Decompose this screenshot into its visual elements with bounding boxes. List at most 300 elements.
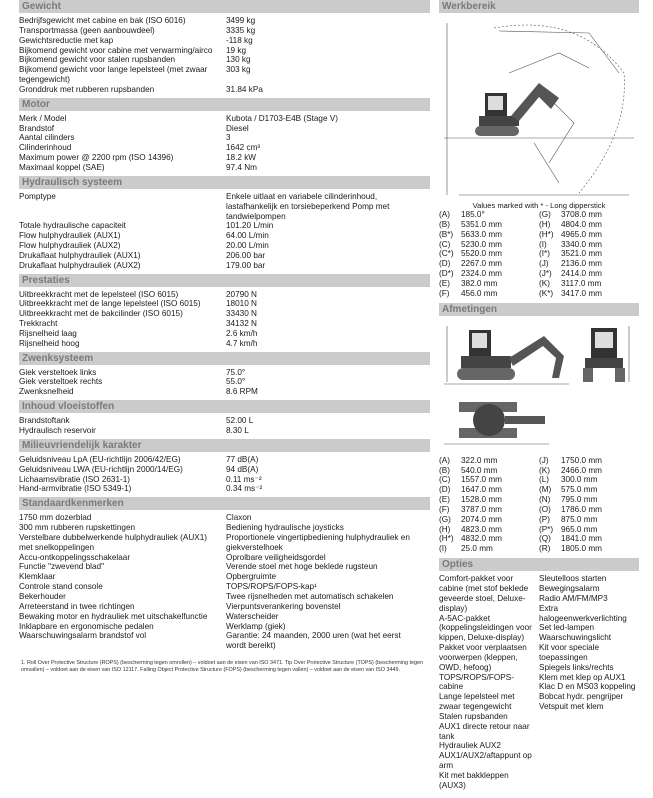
standaard-row [19, 602, 430, 612]
motor-row [19, 124, 430, 134]
motor-value: 3 [226, 133, 231, 143]
dimension-row [539, 544, 639, 554]
option-item: Radio AM/FM/MP3 [539, 593, 608, 603]
gewicht-value: -118 kg [226, 35, 253, 45]
dimension-value: 25.0 mm [461, 544, 493, 554]
upper-structure [461, 356, 511, 368]
prestaties-row [19, 290, 430, 300]
milieu-label: Geluidsniveau LpA (EU-richtlijn 2006/42/EG) [19, 454, 181, 464]
hydraulisch-label: Totale hydraulische capaciteit [19, 221, 126, 231]
standaard-value: Oprolbare veiligheidsgordel [226, 552, 326, 562]
top-upper [473, 404, 505, 436]
option-item: Kit met bakkleppen (AUX3) [439, 771, 509, 790]
afmetingen-table [439, 456, 639, 554]
dimension-label: (L) [539, 475, 550, 485]
boom-arm [511, 83, 559, 121]
dimension-row [539, 220, 639, 230]
prestaties-row [19, 299, 430, 309]
option-item: Bobcat hydr. pengrijper [539, 692, 624, 702]
spec-sections [19, 0, 430, 654]
dimension-value: 1557.0 mm [461, 475, 502, 485]
hydraulisch-label: Drukaflaat hulphydrauliek (AUX1) [19, 250, 141, 260]
standaard-label: Klemklaar [19, 572, 56, 582]
prestaties-label: Uitbreekkracht met de lepelsteel (ISO 6015) [19, 289, 179, 299]
dimension-label: (Q) [539, 534, 551, 544]
gewicht-section [19, 0, 430, 98]
milieu-row [19, 475, 430, 485]
option-item: A-5AC-pakket (koppelingsleidingen voor kippen, Deluxe-display) [439, 613, 532, 643]
standaard-row [19, 622, 430, 632]
dimension-value: 1528.0 mm [461, 495, 502, 505]
standaard-value: TOPS/ROPS/FOPS-kap¹ [226, 582, 317, 592]
dimension-value: 5633.0 mm [461, 229, 502, 239]
dimension-row [439, 475, 539, 485]
milieu-label: Lichaamsvibratie (ISO 2631-1) [19, 474, 131, 484]
standaard-label: Waarschuwingsalarm brandstof vol [19, 631, 147, 641]
dimension-row [439, 534, 539, 544]
zwenk-label: Zwenksnelheid [19, 387, 74, 397]
prestaties-value: 2.6 km/h [226, 328, 258, 338]
dimension-row [539, 495, 639, 505]
dimension-label: (P*) [539, 524, 554, 534]
inhoud-label: Brandstoftank [19, 416, 70, 426]
cab-window [488, 96, 503, 110]
gewicht-value: 3335 kg [226, 25, 256, 35]
dimension-label: (C) [439, 239, 451, 249]
option-item: Extra halogeenwerkverlichting [539, 603, 627, 623]
milieu-value: 0.11 ms⁻² [226, 474, 262, 484]
inhoud-row [19, 426, 430, 436]
dimension-label: (F) [439, 288, 450, 298]
motor-value: 18.2 kW [226, 153, 257, 163]
prestaties-value: 34132 N [226, 319, 257, 329]
gewicht-label: Bijkomend gewicht voor lange lepelsteel (met zwaar tegengewicht) [19, 65, 208, 85]
dimension-value: 575.0 mm [561, 485, 598, 495]
option-item: Kit voor speciale toepassingen [539, 643, 600, 662]
dimension-label: (A) [439, 455, 450, 465]
werkbereik-col-right [539, 210, 639, 299]
dimension-label: (H) [539, 219, 551, 229]
opties-list [439, 574, 639, 791]
hydraulisch-value: 179.00 bar [226, 260, 266, 270]
motor-row [19, 133, 430, 143]
option-item: Sleutelloos starten [539, 574, 607, 584]
hydraulisch-label: Flow hulphydrauliek (AUX2) [19, 241, 121, 251]
motor-label: Maximaal koppel (SAE) [19, 162, 105, 172]
prestaties-label: Uitbreekkracht met de lange lepelsteel (ISO 6015) [19, 299, 201, 309]
left-column [19, 0, 430, 673]
option-item: Vetspuit met klem [539, 702, 604, 712]
milieu-value: 77 dB(A) [226, 454, 259, 464]
standaard-row [19, 533, 430, 553]
option-item: AUX1 directe retour naar tank [439, 721, 530, 741]
dimension-label: (F) [439, 504, 450, 514]
dimension-label: (J*) [539, 269, 552, 279]
standaard-value: Twee rijsnelheden met automatisch schakelen [226, 591, 394, 601]
upper-structure [479, 116, 519, 126]
prestaties-value: 33430 N [226, 309, 257, 319]
inhoud-header: Inhoud vloeistoffen [19, 400, 430, 413]
dimension-value: 4804.0 mm [561, 219, 602, 229]
front-track-right [615, 368, 625, 382]
hydraulisch-header: Hydraulisch systeem [19, 176, 430, 189]
dimension-label: (H) [439, 524, 451, 534]
dimension-label: (M) [539, 485, 552, 495]
dimension-label: (R) [539, 544, 551, 554]
zwenk-row [19, 377, 430, 387]
motor-row [19, 153, 430, 163]
gewicht-label: Transportmassa (geen aanbouwdeel) [19, 25, 155, 35]
hydraulisch-row [19, 261, 430, 271]
standaard-value: Waterscheider [226, 611, 279, 621]
dimension-value: 1805.0 mm [561, 544, 602, 554]
dimension-row [439, 289, 539, 299]
hydraulisch-value: Enkele uitlaat en variabele cilinderinhoud, lastafhankelijk en torsiebeperkend Pomp met tandwielpompen [226, 191, 390, 221]
gewicht-row [19, 36, 430, 46]
milieu-label: Geluidsniveau LWA (EU-richtlijn 2000/14/EG) [19, 464, 183, 474]
prestaties-row [19, 339, 430, 349]
standaard-row [19, 562, 430, 572]
dimension-value: 2074.0 mm [461, 514, 502, 524]
track [475, 126, 519, 136]
option-item: Bewegingsalarm [539, 583, 600, 593]
gewicht-row [19, 26, 430, 36]
standaard-row [19, 612, 430, 622]
dimension-label: (C*) [439, 249, 454, 259]
afmetingen-col-right [539, 456, 639, 554]
gewicht-label: Bijkomend gewicht voor stalen rupsbanden [19, 55, 176, 65]
dimension-value: 322.0 mm [461, 455, 498, 465]
milieu-value: 0.34 ms⁻² [226, 484, 263, 494]
dimension-value: 4965.0 mm [561, 229, 602, 239]
dimension-label: (K*) [539, 288, 554, 298]
dimension-value: 1750.0 mm [561, 455, 602, 465]
option-item: Lange lepelsteel met zwaar tegengewicht [439, 692, 515, 712]
motor-value: Diesel [226, 123, 249, 133]
dimension-label: (G) [539, 210, 551, 220]
dimension-label: (E) [439, 495, 450, 505]
standaard-value: Werklamp (giek) [226, 621, 286, 631]
dimension-label: (H*) [439, 534, 454, 544]
dimension-row [439, 249, 539, 259]
dimension-value: 382.0 mm [461, 279, 498, 289]
dimension-row [539, 515, 639, 525]
dimension-value: 185.0° [461, 210, 485, 220]
standaard-row [19, 592, 430, 602]
milieu-label: Hand-armvibratie (ISO 5349-1) [19, 484, 132, 494]
option-item: Set led-lampen [539, 623, 595, 633]
front-window [595, 332, 613, 348]
dimension-row [439, 240, 539, 250]
front-view [583, 328, 625, 382]
dimension-label: (N) [539, 495, 551, 505]
opties-header: Opties [439, 558, 639, 571]
dimension-value: 300.0 mm [561, 475, 598, 485]
dimension-label: (K) [539, 279, 550, 289]
boom-outline-upper [499, 31, 619, 73]
dig-depth-line [534, 143, 559, 183]
motor-value: Kubota / D1703-E4B (Stage V) [226, 113, 338, 123]
dimension-row [539, 456, 639, 466]
dimension-value: 3340.0 mm [561, 239, 602, 249]
dimension-value: 3117.0 mm [561, 279, 602, 289]
werkbereik-caption: Values marked with * - Long dipperstick [472, 201, 606, 210]
standaard-row [19, 523, 430, 533]
motor-header: Motor [19, 98, 430, 111]
milieu-header: Milieuvriendelijk karakter [19, 439, 430, 452]
footnote: 1. Roll Over Protective Structure (ROPS) (bescherming tegen omrollen) – voldoet aan de eisen van ISO 3471. Tip Over Protective Structure (TOPS) (bescherming tegen omvallen) – voldoet aan de eisen van ISO 12117. Falling Object Protective Structure (FOPS) (bescherming tegen vallen) – voldoet aan de eisen van ISO 3449. [21, 660, 423, 673]
dimension-value: 1786.0 mm [561, 504, 602, 514]
gewicht-row [19, 16, 430, 26]
inhoud-label: Hydraulisch reservoir [19, 426, 96, 435]
hydraulisch-row [19, 231, 430, 241]
dimension-value: 3417.0 mm [561, 288, 602, 298]
milieu-section [19, 439, 430, 497]
standaard-value: Garantie: 24 maanden, 2000 uren (wat het eerst wordt bereikt) [226, 631, 401, 651]
dimension-value: 2267.0 mm [461, 259, 502, 269]
motor-row [19, 163, 430, 173]
inhoud-value: 8.30 L [226, 426, 249, 435]
dimension-label: (B*) [439, 229, 454, 239]
dimension-row [439, 259, 539, 269]
front-body [585, 358, 623, 368]
dimension-value: 965.0 mm [561, 524, 598, 534]
dimension-row [439, 269, 539, 279]
standaard-label: Verstelbare dubbelwerkende hulphydrauliek (AUX1) met snelkoppelingen [19, 532, 207, 552]
dimension-label: (P) [539, 514, 550, 524]
inhoud-row [19, 416, 430, 426]
dimension-row [439, 279, 539, 289]
dimension-value: 2324.0 mm [461, 269, 502, 279]
dimension-row [439, 210, 539, 220]
track [457, 368, 515, 380]
dimensions-diagram [439, 316, 639, 456]
option-item: Pakket voor verplaatsen voorwerpen (kleppen, OWD, hefoog) [439, 643, 527, 672]
hydraulisch-row [19, 221, 430, 231]
dimension-value: 540.0 mm [461, 465, 498, 475]
dimension-row [439, 505, 539, 515]
top-boom [505, 416, 545, 424]
dimension-label: (B) [439, 465, 450, 475]
option-item: Waarschuwingslicht [539, 633, 612, 643]
option-item: Comfort-pakket voor cabine (met stof beklede geveerde stoel, Deluxe-display) [439, 574, 529, 613]
dimension-row [439, 495, 539, 505]
prestaties-value: 18010 N [226, 299, 257, 309]
side-view [457, 330, 564, 380]
dimension-value: 2136.0 mm [561, 259, 602, 269]
dimension-value: 4823.0 mm [461, 524, 502, 534]
hydraulisch-value: 20.00 L/min [226, 241, 269, 251]
standaard-row [19, 582, 430, 592]
standaard-row [19, 553, 430, 563]
dimension-value: 5520.0 mm [461, 249, 502, 259]
prestaties-row [19, 309, 430, 319]
dimension-row [539, 210, 639, 220]
dimension-row [539, 525, 639, 535]
cab-window [472, 333, 487, 348]
dimension-label: (J) [539, 455, 549, 465]
motor-label: Aantal cilinders [19, 133, 75, 143]
dimension-label: (J) [539, 259, 549, 269]
afmetingen-header: Afmetingen [439, 303, 639, 316]
dimension-row [539, 269, 639, 279]
standaard-label: Arreteerstand in twee richtingen [19, 601, 135, 611]
inhoud-section [19, 400, 430, 439]
standaard-label: Controle stand console [19, 582, 103, 592]
dimension-row [539, 259, 639, 269]
hydraulisch-section [19, 176, 430, 274]
dimension-label: (E) [439, 279, 450, 289]
dimension-value: 2466.0 mm [561, 465, 602, 475]
option-item: TOPS/ROPS/FOPS-cabine [439, 672, 514, 692]
standaard-value: Claxon [226, 513, 252, 523]
prestaties-label: Rijsnelheid hoog [19, 338, 80, 348]
standaard-value: Proportionele vingertipbediening hulphydrauliek en giekverstelhoek [226, 532, 410, 552]
prestaties-row [19, 329, 430, 339]
zwenk-value: 55.0° [226, 377, 246, 387]
dimension-row [439, 456, 539, 466]
dimension-value: 875.0 mm [561, 514, 598, 524]
hydraulisch-label: Pomptype [19, 191, 56, 201]
milieu-row [19, 484, 430, 494]
zwenk-row [19, 387, 430, 397]
dimension-value: 5351.0 mm [461, 219, 502, 229]
dimension-row [439, 525, 539, 535]
dimension-value: 1647.0 mm [461, 485, 502, 495]
motor-row [19, 143, 430, 153]
standaard-section [19, 497, 430, 654]
milieu-row [19, 465, 430, 475]
dimension-label: (D) [439, 485, 451, 495]
dimension-row [539, 230, 639, 240]
dimension-value: 795.0 mm [561, 495, 598, 505]
milieu-row [19, 455, 430, 465]
reach-envelope-arc [494, 25, 624, 193]
gewicht-value: 19 kg [226, 45, 247, 55]
spacer [19, 651, 430, 654]
opties-col-right [539, 574, 639, 791]
werkbereik-table [439, 210, 639, 299]
gewicht-value: 3499 kg [226, 16, 256, 25]
zwenk-row [19, 368, 430, 378]
hydraulisch-label: Drukaflaat hulphydrauliek (AUX2) [19, 260, 141, 270]
hydraulisch-value: 206.00 bar [226, 250, 266, 260]
motor-label: Brandstof [19, 123, 55, 133]
option-item: Spiegels links/rechts [539, 662, 614, 672]
option-item: Klac D en MS03 koppeling [539, 682, 636, 692]
dimension-row [439, 485, 539, 495]
dimension-label: (D*) [439, 269, 454, 279]
motor-value: 1642 cm³ [226, 143, 261, 153]
motor-label: Merk / Model [19, 113, 67, 123]
prestaties-label: Uitbreekkracht met de bakcilinder (ISO 6015) [19, 309, 183, 319]
zwenk-label: Giek versteltoek links [19, 367, 97, 377]
afmetingen-col-left [439, 456, 539, 554]
dimension-label: (H*) [539, 229, 554, 239]
hydraulisch-row [19, 251, 430, 261]
dimension-label: (B) [439, 219, 450, 229]
dimension-label: (D) [439, 259, 451, 269]
dimension-row [439, 220, 539, 230]
prestaties-label: Trekkracht [19, 319, 58, 329]
dimension-label: (K) [539, 465, 550, 475]
dimension-label: (O) [539, 504, 551, 514]
boom-outline-mid [509, 53, 589, 73]
zwenk-value: 75.0° [226, 367, 246, 377]
standaard-value: Opbergruimte [226, 572, 277, 582]
gewicht-label: Bedrijfsgewicht met cabine en bak (ISO 6016) [19, 16, 186, 25]
dimension-row [539, 475, 639, 485]
hydraulisch-row [19, 241, 430, 251]
top-view [459, 402, 545, 438]
machine-side-view [475, 83, 559, 136]
gewicht-row [19, 85, 430, 95]
prestaties-header: Prestaties [19, 274, 430, 287]
dimension-label: (G) [439, 514, 451, 524]
standaard-value: Vierpuntsverankering bovenstel [226, 601, 341, 611]
dimension-row [539, 289, 639, 299]
hydraulisch-label: Flow hulphydrauliek (AUX1) [19, 231, 121, 241]
dimension-row [539, 505, 639, 515]
prestaties-label: Rijsnelheid laag [19, 328, 77, 338]
dimension-value: 1841.0 mm [561, 534, 602, 544]
dimension-row [539, 534, 639, 544]
inhoud-value: 52.00 L [226, 416, 254, 426]
dimension-row [539, 249, 639, 259]
dimension-row [539, 466, 639, 476]
motor-label: Maximum power @ 2200 rpm (ISO 14396) [19, 153, 174, 163]
prestaties-value: 20790 N [226, 289, 257, 299]
dimension-value: 2414.0 mm [561, 269, 602, 279]
dimension-label: (I) [539, 239, 547, 249]
gewicht-value: 303 kg [226, 65, 251, 75]
standaard-header: Standaardkenmerken [19, 497, 430, 510]
motor-row [19, 114, 430, 124]
dimension-label: (C) [439, 475, 451, 485]
werkbereik-header: Werkbereik [439, 0, 639, 13]
option-item: Hydrauliek AUX2 [439, 741, 501, 751]
dimension-label: (I*) [539, 249, 550, 259]
dimension-value: 4832.0 mm [461, 534, 502, 544]
dimension-row [439, 230, 539, 240]
gewicht-label: Gewichtsreductie met kap [19, 35, 114, 45]
dimension-row [439, 515, 539, 525]
hydraulisch-row [19, 192, 430, 222]
dimension-value: 3708.0 mm [561, 210, 602, 220]
hydraulisch-value: 64.00 L/min [226, 231, 269, 241]
zwenk-section [19, 352, 430, 401]
front-track-left [583, 368, 593, 382]
standaard-value: Verende stoel met hoge beklede rugsteun [226, 562, 378, 572]
gewicht-label: Bijkomend gewicht voor cabine met verwarming/airco [19, 45, 213, 55]
dimension-label: (I) [439, 544, 447, 554]
prestaties-section [19, 274, 430, 352]
standaard-label: 300 mm rubberen rupskettingen [19, 523, 136, 533]
gewicht-label: Gronddruk met rubberen rupsbanden [19, 84, 155, 94]
standaard-row [19, 572, 430, 582]
gewicht-row [19, 65, 430, 85]
werkbereik-col-left [439, 210, 539, 299]
option-item: Stalen rupsbanden [439, 711, 508, 721]
working-range-diagram [439, 13, 639, 199]
zwenk-label: Giek versteltoek rechts [19, 377, 103, 387]
standaard-value: Bediening hydraulische joysticks [226, 523, 344, 533]
dimension-value: 3521.0 mm [561, 249, 602, 259]
standaard-label: 1750 mm dozerblad [19, 513, 92, 523]
option-item: Klem met klep op AUX1 [539, 672, 626, 682]
zwenk-value: 8.6 RPM [226, 387, 258, 397]
prestaties-value: 4.7 km/h [226, 338, 258, 348]
